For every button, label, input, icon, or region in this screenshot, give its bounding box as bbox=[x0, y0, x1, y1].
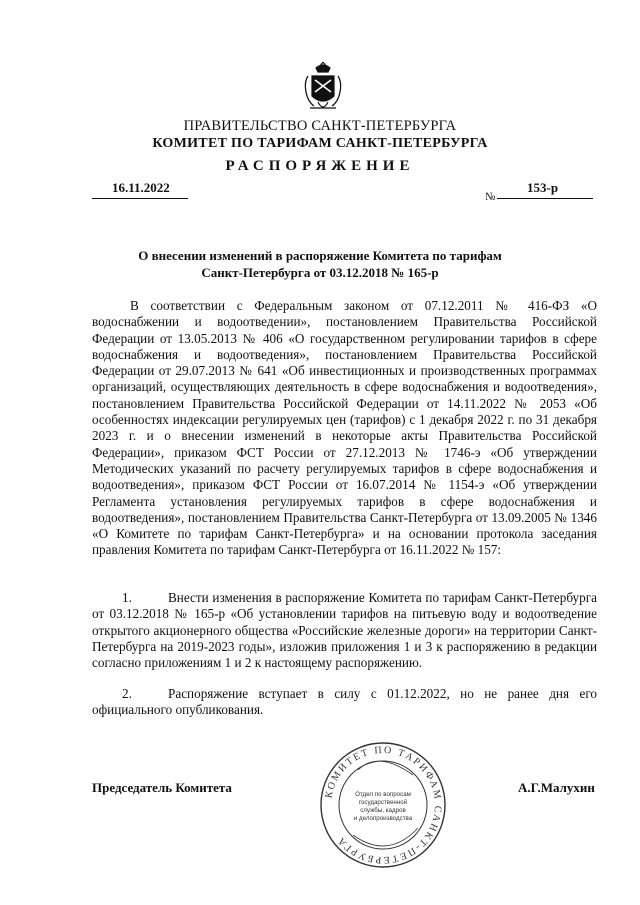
order-item-2 bbox=[92, 686, 597, 719]
number-sign: № bbox=[485, 191, 496, 203]
item-number: 2. bbox=[122, 686, 132, 701]
document-title-line-2: Санкт-Петербурга от 03.12.2018 № 165-р bbox=[201, 265, 439, 280]
document-date: 16.11.2022 bbox=[112, 180, 170, 195]
signer-position: Председатель Комитета bbox=[92, 780, 232, 795]
seal-outer-text: КОМИТЕТ ПО ТАРИФАМ САНКТ-ПЕТЕРБУРГА bbox=[323, 744, 444, 866]
document-type-heading: РАСПОРЯЖЕНИЕ bbox=[225, 158, 415, 174]
seal-inner-line: службы, кадров bbox=[360, 807, 406, 814]
order-item-1 bbox=[92, 590, 597, 671]
seal-inner-line: Отдел по вопросам bbox=[355, 791, 411, 798]
item-text: Распоряжение вступает в силу с 01.12.2022, но не ранее дня его официального опубликования. bbox=[92, 686, 597, 718]
government-heading: ПРАВИТЕЛЬСТВО САНКТ-ПЕТЕРБУРГА bbox=[183, 118, 457, 134]
seal-inner-line: и делопроизводства bbox=[353, 815, 413, 822]
spb-coat-of-arms-emblem bbox=[300, 62, 346, 112]
document-title-line-1: О внесении изменений в распоряжение Комитета по тарифам bbox=[138, 248, 502, 263]
item-number: 1. bbox=[122, 590, 132, 605]
date-underline bbox=[92, 198, 188, 199]
official-seal-stamp bbox=[318, 740, 448, 870]
signer-name: А.Г.Малухин bbox=[518, 780, 595, 795]
number-underline bbox=[497, 198, 593, 199]
document-number: 153-р bbox=[527, 180, 559, 195]
committee-heading: КОМИТЕТ ПО ТАРИФАМ САНКТ-ПЕТЕРБУРГА bbox=[152, 136, 488, 151]
item-text: Внести изменения в распоряжение Комитета по тарифам Санкт-Петербурга от 03.12.2018 № 165-р «Об установлении тарифов на питьевую воду и водоотведение открытого акционерного общества «Российские железные дороги» на территории Санкт-Петербурга на 2019-2023 годы», изложив приложения 1 и 3 к распоряжению в редакции согласно приложениям 1 и 2 к настоящему распоряжению. bbox=[92, 590, 597, 671]
seal-inner-line: государственной bbox=[358, 799, 408, 806]
preamble-paragraph: В соответствии с Федеральным законом от 07.12.2011 № 416-ФЗ «О водоснабжении и водоотведении», постановлением Правительства Российской Федерации от 13.05.2013 № 406 «О государственном регулировании тарифов в сфере водоснабжения и водоотведения», постановлением Правительства Российской Федерации от 29.07.2013 № 641 «Об инвестиционных и производственных программах организаций, осуществляющих деятельность в сфере водоснабжения и водоотведения», постановлением Правительства Российской Федерации от 14.11.2022 № 2053 «Об особенностях индексации регулируемых цен (тарифов) с 1 декабря 2022 г. по 31 декабря 2023 г. и о внесении изменений в некоторые акты Правительства Российской Федерации», приказом ФСТ России от 27.12.2013 № 1746-э «Об утверждении Методических указаний по расчету регулируемых тарифов в сфере водоснабжения и водоотведения», приказом ФСТ России от 16.07.2014 № 1154-э «Об утверждении Регламента установления регулируемых тарифов в сфере водоснабжения и водоотведения», постановлением Правительства Санкт-Петербурга от 13.09.2005 № 1346 «О Комитете по тарифам Санкт-Петербурга» и на основании протокола заседания правления Комитета по тарифам Санкт-Петербурга от 16.11.2022 № 157: bbox=[92, 298, 597, 558]
